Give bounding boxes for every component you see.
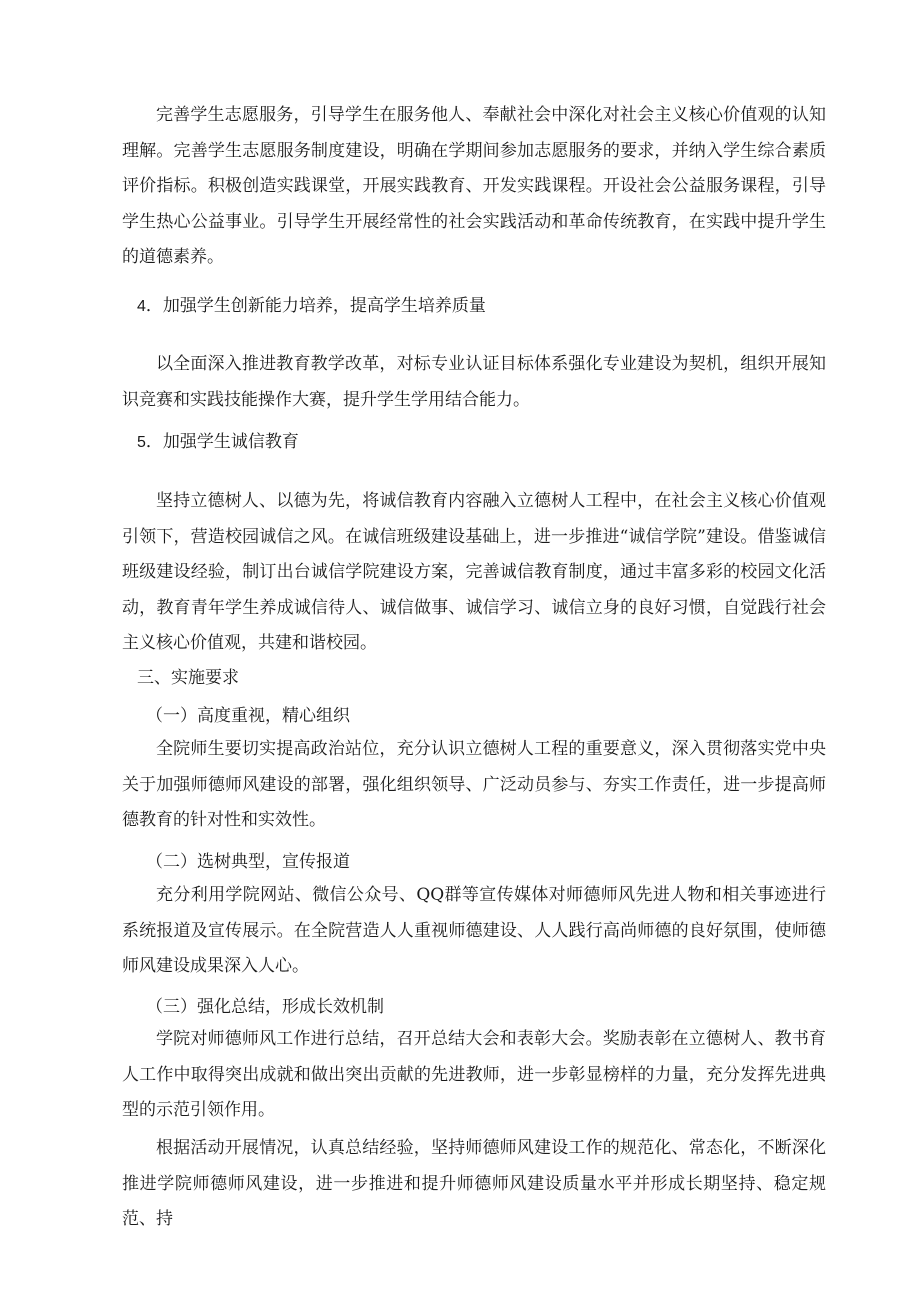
heading-item-4-number: 4 bbox=[137, 298, 146, 315]
paragraph-innovation: 以全面深入推进教育教学改革，对标专业认证目标体系强化专业建设为契机，组织开展知识竞赛和实践技能操作大赛，提升学生学用结合能力。 bbox=[122, 354, 826, 410]
heading-item-5-number: 5 bbox=[137, 434, 146, 451]
paragraph-subsection-2: 充分利用学院网站、微信公众号、QQ群等宣传媒体对师德师风先进人物和相关事迹进行系统报道及宣传展示。在全院营造人人重视师德建设、人人践行高尚师德的良好氛围，使师德师风建设成果深入人心。 bbox=[122, 885, 826, 976]
paragraph-integrity: 坚持立德树人、以德为先，将诚信教育内容融入立德树人工程中，在社会主义核心价值观引领下，营造校园诚信之风。在诚信班级建设基础上，进一步推进“诚信学院”建设。借鉴诚信班级建设经验，制订出台诚信学院建设方案，完善诚信教育制度，通过丰富多彩的校园文化活动，教育青年学生养成诚信待人、诚信做事、诚信学习、诚信立身的良好习惯，自觉践行社会主义核心价值观，共建和谐校园。 bbox=[122, 491, 826, 653]
paragraph-subsection-1: 全院师生要切实提高政治站位，充分认识立德树人工程的重要意义，深入贯彻落实党中央关于加强师德师风建设的部署，强化组织领导、广泛动员参与、夯实工作责任，进一步提高师德教育的针对性和实效性。 bbox=[122, 739, 826, 830]
heading-item-4 bbox=[137, 294, 486, 319]
paragraph-volunteer-service: 完善学生志愿服务，引导学生在服务他人、奉献社会中深化对社会主义核心价值观的认知理解。完善学生志愿服务制度建设，明确在学期间参加志愿服务的要求，并纳入学生综合素质评价指标。积极创造实践课堂，开展实践教育、开发实践课程。开设社会公益服务课程，引导学生热心公益事业。引导学生开展经常性的社会实践活动和革命传统教育，在实践中提升学生的道德素养。 bbox=[122, 105, 826, 267]
heading-item-5 bbox=[137, 430, 299, 455]
paragraph-final: 根据活动开展情况，认真总结经验，坚持师德师风建设工作的规范化、常态化，不断深化推进学院师德师风建设，进一步推进和提升师德师风建设质量水平并形成长期坚持、稳定规范、持 bbox=[122, 1138, 826, 1229]
subsection-3-title: （三）强化总结，形成长效机制 bbox=[146, 997, 384, 1017]
heading-item-4-text: ．加强学生创新能力培养，提高学生培养质量 bbox=[145, 296, 486, 316]
paragraph-subsection-3: 学院对师德师风工作进行总结，召开总结大会和表彰大会。奖励表彰在立德树人、教书育人工作中取得突出成就和做出突出贡献的先进教师，进一步彰显榜样的力量，充分发挥先进典型的示范引领作用。 bbox=[122, 1029, 826, 1120]
heading-item-5-text: ．加强学生诚信教育 bbox=[145, 432, 299, 452]
subsection-2-title: （二）选树典型，宣传报道 bbox=[146, 852, 350, 872]
subsection-1-title: （一）高度重视，精心组织 bbox=[146, 706, 350, 726]
section-3-title: 三、实施要求 bbox=[137, 668, 239, 688]
